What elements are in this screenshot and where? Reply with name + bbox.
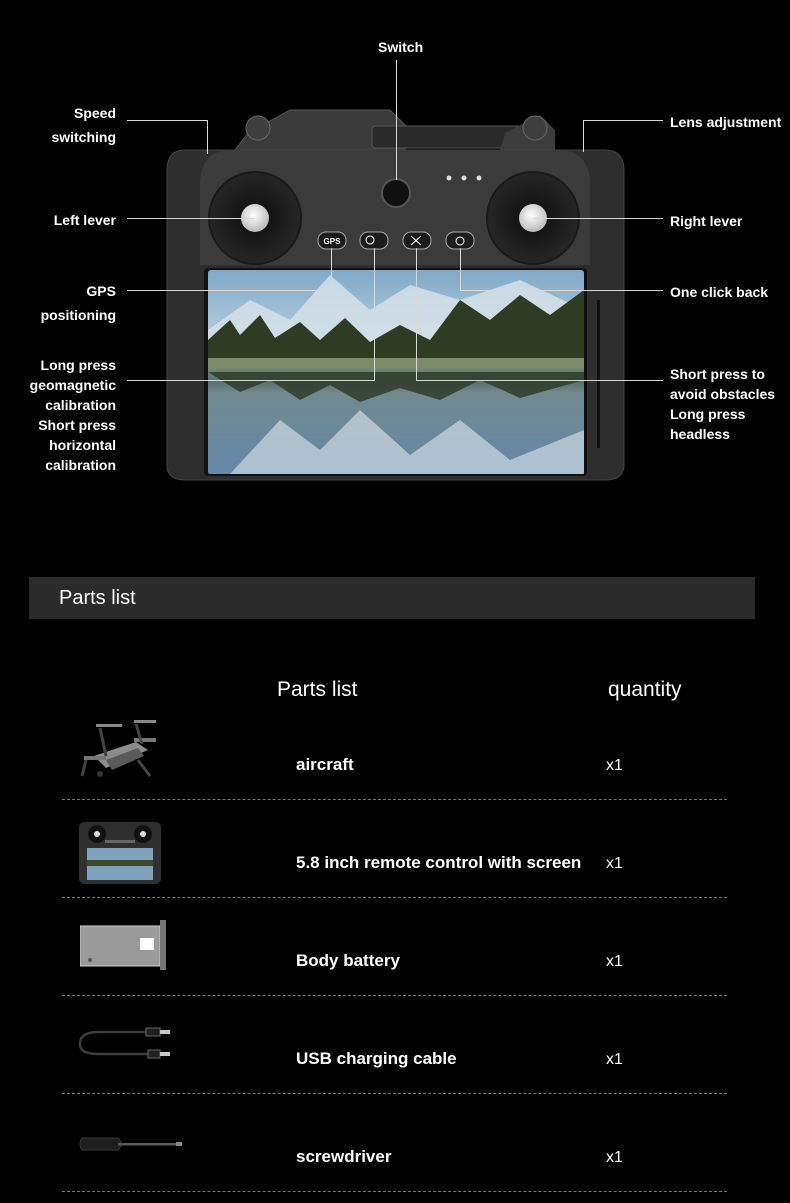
- switch-leader: [396, 60, 397, 180]
- left-lever-leader: [127, 218, 255, 219]
- obstacle-label-1: Short press to: [670, 366, 765, 382]
- lens-leader-h: [583, 120, 663, 121]
- controller-illustration: [0, 0, 790, 560]
- parts-list-header-bar: [29, 577, 755, 619]
- calibration-label-6: calibration: [45, 457, 116, 473]
- drone-icon: [76, 716, 162, 786]
- speed-switching-label-2: switching: [51, 129, 116, 145]
- battery-icon: [80, 920, 168, 970]
- parts-name-column-header: Parts list: [277, 678, 358, 701]
- lens-leader-v: [583, 120, 584, 152]
- gps-label-2: positioning: [40, 307, 116, 323]
- calib-leader-h: [127, 380, 374, 381]
- speed-leader-v: [207, 120, 208, 154]
- gps-leader-h: [127, 290, 332, 291]
- calibration-label-1: Long press: [40, 357, 116, 373]
- part-qty-aircraft: x1: [606, 757, 623, 774]
- part-qty-battery: x1: [606, 953, 623, 970]
- part-qty-cable: x1: [606, 1051, 623, 1068]
- part-name-cable: USB charging cable: [296, 1049, 457, 1068]
- part-qty-screwdriver: x1: [606, 1149, 623, 1166]
- one-click-back-label: One click back: [670, 284, 769, 300]
- row-divider: [62, 1093, 727, 1094]
- part-name-aircraft: aircraft: [296, 755, 354, 774]
- right-lever-leader: [533, 218, 663, 219]
- calibration-label-4: Short press: [38, 417, 116, 433]
- row-divider: [62, 799, 727, 800]
- part-name-screwdriver: screwdriver: [296, 1147, 392, 1166]
- switch-label: Switch: [378, 39, 424, 55]
- part-name-remote: 5.8 inch remote control with screen: [296, 853, 582, 872]
- remote-icon: [79, 818, 161, 884]
- gps-label-1: GPS: [86, 283, 116, 299]
- gps-leader-v: [331, 248, 332, 291]
- obstacle-leader-v: [416, 248, 417, 381]
- obstacle-label-4: headless: [670, 426, 730, 442]
- obstacle-label-3: Long press: [670, 406, 746, 422]
- screwdriver-icon: [78, 1132, 186, 1156]
- obstacle-leader-h: [416, 380, 663, 381]
- oneclick-leader-h: [460, 290, 663, 291]
- calibration-label-2: geomagnetic: [29, 377, 116, 393]
- parts-list-bar-title: Parts list: [59, 587, 136, 609]
- lens-adjustment-label: Lens adjustment: [670, 114, 782, 130]
- calib-leader-v: [374, 248, 375, 381]
- row-divider: [62, 897, 727, 898]
- row-divider: [62, 1191, 727, 1192]
- part-qty-remote: x1: [606, 855, 623, 872]
- gps-button-label: GPS: [323, 237, 341, 246]
- right-lever-label: Right lever: [670, 213, 743, 229]
- calibration-label-5: horizontal: [49, 437, 116, 453]
- calibration-label-3: calibration: [45, 397, 116, 413]
- part-name-battery: Body battery: [296, 951, 400, 970]
- obstacle-label-2: avoid obstacles: [670, 386, 776, 402]
- row-divider: [62, 995, 727, 996]
- oneclick-leader-v: [460, 248, 461, 291]
- parts-quantity-column-header: quantity: [608, 678, 682, 701]
- cable-icon: [78, 1022, 174, 1066]
- speed-switching-label-1: Speed: [73, 105, 116, 121]
- speed-leader-h: [127, 120, 207, 121]
- left-lever-label: Left lever: [53, 212, 116, 228]
